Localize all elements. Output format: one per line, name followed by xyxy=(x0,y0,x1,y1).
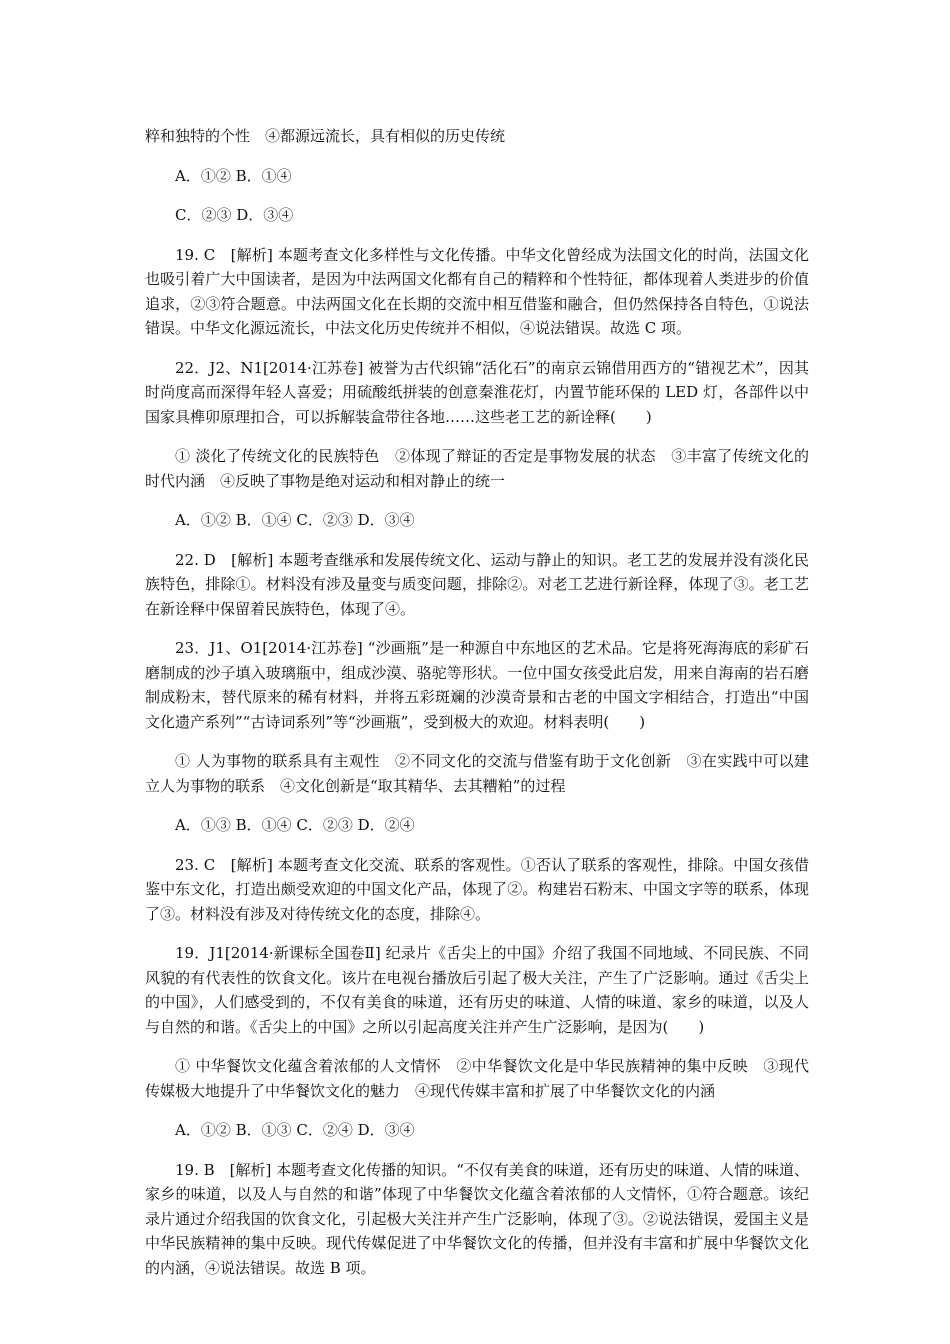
answer-options: A．①② B．①③ C．②④ D．③④ xyxy=(175,1121,415,1139)
text-line: 粹和独特的个性 ④都源远流长，具有相似的历史传统 xyxy=(145,127,506,145)
explanation-19b: 19. B [解析] 本题考查文化传播的知识。“不仅有美食的味道，还有历史的味道、人情的味道、家乡的味道，以及人与自然的和谐”体现了中华餐饮文化蕴含着浓郁的人文情怀，①符合题意。该纪录片通过介绍我国的饮食文化，引起极大关注并产生广泛影响，体现了③。②说法错误，爱国主义是中华民族精神的集中反映。现代传媒促进了中华餐饮文化的传播，但并没有丰富和扩展中华餐饮文化的内涵，④说法错误。故选 B 项。 xyxy=(145,1160,809,1277)
question-19: 19．J1[2014·新课标全国卷Ⅱ] 纪录片《舌尖上的中国》介绍了我国不同地域、不同民族、不同风貌的有代表性的饮食文化。该片在电视台播放后引起了极大关注，产生了广泛影响。通过《舌尖上的中国》，人们感受到的，不仅有美食的味道，还有历史的味道、人情的味道、家乡的味道，以及人与自然的和谐。《舌尖上的中国》之所以引起高度关注并产生广泛影响，是因为( ) xyxy=(145,944,809,1036)
question-23: 23．J1、O1[2014·江苏卷] “沙画瓶”是一种源自中东地区的艺术品。它是将死海海底的彩矿石磨制成的沙子填入玻璃瓶中，组成沙漠、骆驼等形状。一位中国女孩受此启发，用来自海南的岩石磨制成粉末，替代原来的稀有材料，并将五彩斑斓的沙漠奇景和古老的中国文字相结合，打造出“中国文化遗产系列”“古诗词系列”等“沙画瓶”，受到极大的欢迎。材料表明( ) xyxy=(145,639,809,731)
explanation-22: 22. D [解析] 本题考查继承和发展传统文化、运动与静止的知识。老工艺的发展并没有淡化民族特色，排除①。材料没有涉及量变与质变问题，排除②。对老工艺进行新诠释，体现了③。老工艺在新诠释中保留着民族特色，体现了④。 xyxy=(145,550,809,618)
explanation-19: 19. C [解析] 本题考查文化多样性与文化传播。中华文化曾经成为法国文化的时尚，法国文化也吸引着广大中国读者，是因为中法两国文化都有自己的精粹和个性特征，都体现着人类进步的价值追求，②③符合题意。中法两国文化在长期的交流中相互借鉴和融合，但仍然保持各自特色，①说法错误。中华文化源远流长，中法文化历史传统并不相似，④说法错误。故选 C 项。 xyxy=(145,245,809,337)
explanation-23: 23. C [解析] 本题考查文化交流、联系的客观性。①否认了联系的客观性，排除。中国女孩借鉴中东文化，打造出颇受欢迎的中国文化产品，体现了②。构建岩石粉末、中国文字等的联系，体现了③。材料没有涉及对待传统文化的态度，排除④。 xyxy=(145,855,809,923)
question-22: 22．J2、N1[2014·江苏卷] 被誉为古代织锦“活化石”的南京云锦借用西方的“错视艺术”，因其时尚度高而深得年轻人喜爱；用硫酸纸拼装的创意秦淮花灯，内置节能环保的 LED 灯，各部件以中国家具榫卯原理扣合，可以拆解装盒带往各地……这些老工艺的新诠释( ) xyxy=(145,358,809,426)
answer-options: A．①③ B．①④ C．②③ D．②④ xyxy=(175,816,415,834)
answer-options: A．①② B．①④ C．②③ D．③④ xyxy=(175,511,415,529)
statements-19: ① 中华餐饮文化蕴含着浓郁的人文情怀 ②中华餐饮文化是中华民族精神的集中反映 ③现代传媒极大地提升了中华餐饮文化的魅力 ④现代传媒丰富和扩展了中华餐饮文化的内涵 xyxy=(145,1057,809,1100)
answer-options: A．①② B．①④ xyxy=(175,166,292,185)
document-page xyxy=(145,124,809,1295)
answer-options: C．②③ D．③④ xyxy=(175,206,294,224)
statements-23: ① 人为事物的联系具有主观性 ②不同文化的交流与借鉴有助于文化创新 ③在实践中可以建立人为事物的联系 ④文化创新是“取其精华、去其糟粕”的过程 xyxy=(145,752,809,795)
statements-22: ① 淡化了传统文化的民族特色 ②体现了辩证的否定是事物发展的状态 ③丰富了传统文化的时代内涵 ④反映了事物是绝对运动和相对静止的统一 xyxy=(145,447,809,490)
